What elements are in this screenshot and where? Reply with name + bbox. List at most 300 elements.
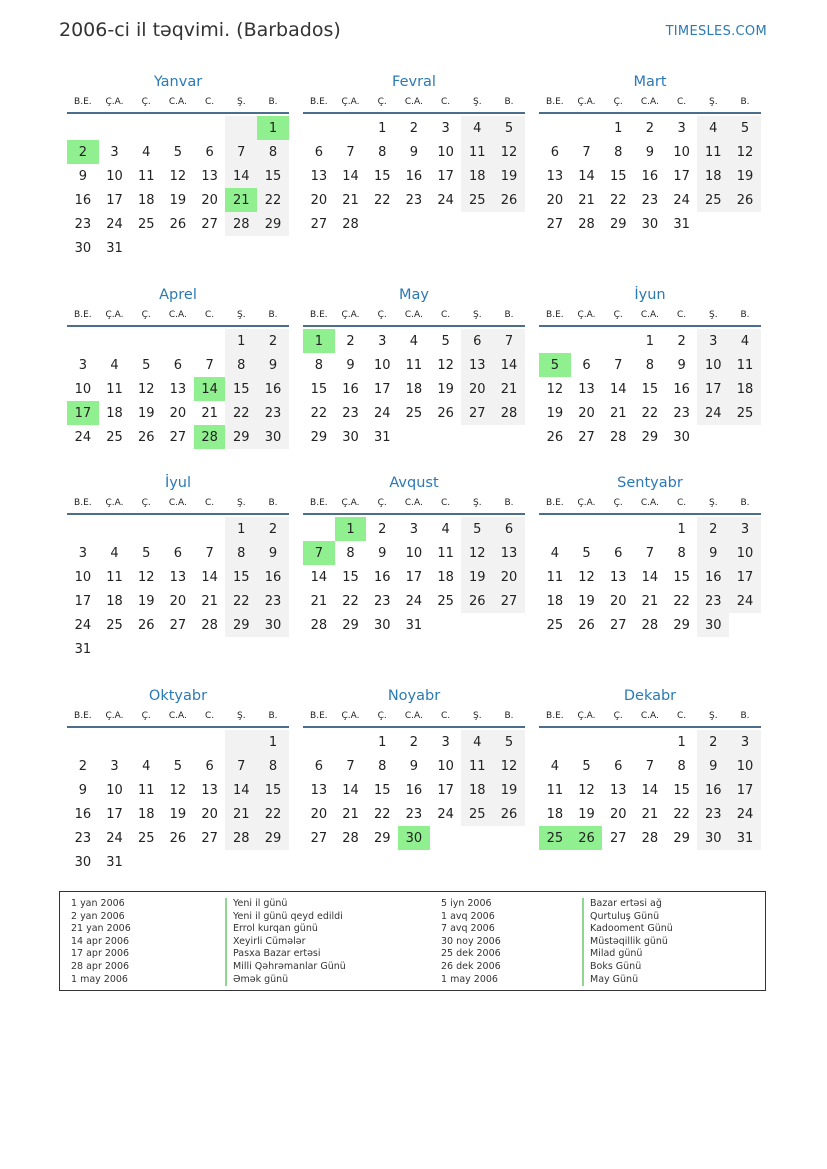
day-cell: 25 [461,188,493,212]
day-cell: 4 [142,144,151,160]
day-cell: 29 [641,429,659,445]
empty-cell [67,329,99,353]
legend-holiday-name: Bazar ertəsi ağ [582,898,673,911]
day-cell: 24 [697,401,729,425]
weekday-label: C.A. [640,97,659,107]
day-cell: 29 [225,613,257,637]
day-cell: 19 [729,164,761,188]
empty-cell [162,517,194,541]
day-cell: 8 [677,545,686,561]
day-cell: 3 [441,120,450,136]
weekday-label: Ş. [236,711,246,721]
day-cell: 31 [106,240,123,256]
day-cell: 26 [571,826,603,850]
day-cell: 21 [310,593,328,609]
legend-holiday-name: Milli Qəhrəmanlar Günü [225,961,346,974]
month-block [67,72,289,260]
day-cell: 3 [78,357,87,373]
day-cell: 4 [441,521,450,537]
day-cell: 30 [398,826,430,850]
day-cell: 15 [225,565,257,589]
weekday-label: Ç.A. [341,498,360,508]
day-cell: 26 [169,830,187,846]
day-cell: 13 [201,168,218,184]
day-cell: 7 [645,545,655,561]
day-cell: 27 [201,830,218,846]
day-cell: 23 [641,192,659,208]
day-cell: 8 [645,357,655,373]
day-cell: 23 [697,802,729,826]
day-cell: 17 [373,381,391,397]
weekday-label: Ç.A. [105,498,124,508]
weekday-label: C.A. [168,310,187,320]
legend-names-left [225,898,346,986]
day-cell: 6 [205,144,214,160]
day-cell: 6 [173,357,183,373]
day-cell: 9 [378,545,387,561]
empty-cell [303,116,335,140]
weekday-label: C.A. [168,97,187,107]
day-cell: 14 [342,782,359,798]
day-cell: 16 [673,381,690,397]
day-cell: 5 [493,116,525,140]
day-cell: 15 [641,381,659,397]
day-cell: 15 [257,778,289,802]
day-cell: 9 [697,541,729,565]
day-cell: 2 [257,329,289,353]
month-name: İyun [634,287,666,303]
weekday-header [303,493,525,515]
empty-cell [539,517,571,541]
month-name: Fevral [392,74,436,90]
day-cell: 13 [493,541,525,565]
weekday-label: Ç.A. [105,310,124,320]
empty-cell [571,730,603,754]
day-cell: 2 [645,120,655,136]
day-cell: 28 [310,617,328,633]
day-cell: 11 [461,754,493,778]
day-cell: 16 [74,192,92,208]
day-cell: 7 [645,758,655,774]
day-cell: 15 [673,782,690,798]
month-block [67,686,289,874]
weekday-label: C. [205,498,215,508]
weekday-label: C.A. [404,310,423,320]
day-cell: 9 [78,168,87,184]
day-cell: 10 [74,381,92,397]
day-cell: 12 [493,754,525,778]
day-cell: 21 [342,806,359,822]
day-grid [303,116,525,236]
weekday-label: B. [504,711,514,721]
weekday-label: Ç. [613,97,623,107]
day-cell: 7 [303,541,335,565]
day-cell: 9 [409,758,419,774]
empty-cell [67,730,99,754]
day-cell: 17 [673,168,690,184]
day-cell: 16 [405,782,423,798]
day-cell: 1 [257,730,289,754]
day-cell: 23 [257,589,289,613]
empty-cell [130,116,162,140]
day-cell: 19 [493,778,525,802]
weekday-label: B. [740,310,750,320]
day-cell: 3 [729,730,761,754]
day-cell: 29 [310,429,328,445]
day-cell: 13 [169,569,187,585]
empty-cell [634,517,666,541]
day-cell: 17 [437,782,454,798]
day-cell: 8 [378,758,387,774]
day-cell: 30 [673,429,690,445]
day-cell: 9 [257,541,289,565]
day-cell: 31 [106,854,123,870]
day-cell: 2 [78,758,87,774]
day-cell: 11 [546,782,564,798]
weekday-label: B.E. [74,97,92,107]
weekday-label: B.E. [74,310,92,320]
weekday-label: Ç. [141,310,151,320]
weekday-label: Ç. [613,711,623,721]
weekday-label: C. [205,711,215,721]
day-cell: 18 [546,593,564,609]
day-cell: 22 [342,593,359,609]
day-cell: 1 [677,734,686,750]
day-cell: 20 [546,192,564,208]
day-cell: 5 [173,758,183,774]
weekday-label: Ş. [236,498,246,508]
day-cell: 26 [437,405,454,421]
day-cell: 9 [697,754,729,778]
day-cell: 16 [74,806,92,822]
day-cell: 1 [225,517,257,541]
day-cell: 23 [342,405,359,421]
day-cell: 7 [225,140,257,164]
weekday-label: Ç. [377,310,387,320]
empty-cell [335,730,367,754]
empty-cell [130,517,162,541]
day-cell: 12 [437,357,454,373]
day-cell: 18 [137,806,155,822]
legend-date: 25 dek 2006 [441,948,501,960]
day-cell: 7 [225,754,257,778]
day-cell: 27 [609,617,627,633]
weekday-header [67,493,289,515]
day-cell: 30 [74,240,92,256]
day-cell: 19 [461,565,493,589]
weekday-label: C.A. [404,711,423,721]
day-cell: 25 [546,617,564,633]
day-cell: 25 [697,188,729,212]
day-cell: 3 [441,734,450,750]
day-cell: 6 [614,758,623,774]
weekday-label: Ş. [708,310,718,320]
day-cell: 25 [137,830,155,846]
month-block [303,72,525,236]
day-cell: 9 [346,357,355,373]
day-cell: 12 [493,140,525,164]
day-cell: 7 [346,758,355,774]
empty-cell [225,730,257,754]
day-cell: 30 [342,429,359,445]
empty-cell [99,329,131,353]
day-cell: 7 [614,357,623,373]
day-cell: 20 [169,405,187,421]
day-cell: 12 [578,569,595,585]
day-cell: 21 [641,593,659,609]
day-cell: 24 [437,806,454,822]
day-cell: 26 [578,617,595,633]
legend-date: 21 yan 2006 [71,923,131,935]
day-cell: 28 [641,617,659,633]
day-cell: 23 [74,830,92,846]
weekday-label: C. [205,97,215,107]
day-cell: 25 [106,617,123,633]
day-cell: 22 [225,589,257,613]
day-cell: 8 [378,144,387,160]
day-cell: 22 [673,806,690,822]
empty-cell [99,116,131,140]
day-cell: 2 [378,521,387,537]
weekday-label: Ç.A. [341,711,360,721]
holiday-legend [59,891,766,991]
weekday-header [539,706,761,728]
month-name: Oktyabr [148,688,208,704]
day-cell: 2 [257,517,289,541]
day-cell: 25 [437,593,454,609]
day-cell: 29 [257,826,289,850]
day-cell: 5 [461,517,493,541]
day-cell: 14 [225,778,257,802]
day-cell: 27 [169,617,187,633]
day-cell: 6 [614,545,623,561]
day-cell: 22 [257,188,289,212]
weekday-label: B.E. [310,498,328,508]
day-cell: 14 [641,569,659,585]
day-cell: 24 [106,216,123,232]
day-cell: 15 [373,168,391,184]
day-cell: 13 [310,782,328,798]
day-grid [303,517,525,637]
legend-dates-right [441,898,501,986]
day-cell: 4 [550,758,559,774]
legend-date: 30 noy 2006 [441,935,501,947]
legend-holiday-name: Errol kurqan günü [225,923,346,936]
day-cell: 16 [405,168,423,184]
day-cell: 17 [729,778,761,802]
day-cell: 27 [493,589,525,613]
day-cell: 15 [342,569,359,585]
day-cell: 28 [201,617,218,633]
day-cell: 26 [493,802,525,826]
day-cell: 3 [677,120,686,136]
day-cell: 7 [582,144,591,160]
day-cell: 10 [106,782,123,798]
day-cell: 13 [578,381,595,397]
legend-holiday-name: Müstəqillik günü [582,936,673,949]
weekday-label: C. [677,310,687,320]
day-cell: 2 [409,120,419,136]
day-cell: 5 [729,116,761,140]
day-cell: 15 [673,569,690,585]
day-cell: 18 [461,778,493,802]
day-cell: 12 [169,782,187,798]
day-cell: 28 [225,212,257,236]
empty-cell [634,730,666,754]
day-cell: 19 [578,806,595,822]
month-block [67,473,289,661]
day-cell: 14 [578,168,595,184]
day-cell: 17 [106,192,123,208]
empty-cell [571,116,603,140]
day-cell: 17 [437,168,454,184]
day-cell: 27 [609,830,627,846]
day-cell: 17 [74,593,92,609]
day-cell: 11 [437,545,454,561]
day-grid [539,517,761,637]
empty-cell [194,116,226,140]
day-cell: 4 [142,758,151,774]
day-cell: 22 [641,405,659,421]
weekday-label: Ç.A. [341,97,360,107]
weekday-label: B. [740,711,750,721]
day-cell: 12 [461,541,493,565]
day-cell: 23 [697,589,729,613]
weekday-label: Ç. [141,97,151,107]
legend-holiday-name: Boks Günü [582,961,673,974]
day-cell: 29 [673,617,690,633]
day-cell: 24 [74,429,92,445]
legend-holiday-name: Qurtuluş Günü [582,911,673,924]
legend-date: 28 apr 2006 [71,960,130,972]
empty-cell [303,730,335,754]
day-cell: 14 [310,569,328,585]
day-cell: 5 [582,758,591,774]
day-cell: 29 [673,830,690,846]
day-cell: 9 [257,353,289,377]
day-cell: 30 [257,613,289,637]
weekday-label: Ç. [613,498,623,508]
day-cell: 28 [578,216,595,232]
day-cell: 21 [578,192,595,208]
month-block [539,686,761,850]
day-grid [303,730,525,850]
day-cell: 9 [409,144,419,160]
weekday-label: B.E. [310,711,328,721]
day-cell: 7 [205,357,214,373]
day-grid [539,329,761,449]
day-cell: 11 [137,168,155,184]
day-cell: 12 [578,782,595,798]
weekday-header [303,92,525,114]
day-cell: 6 [205,758,214,774]
weekday-label: C.A. [168,711,187,721]
day-cell: 10 [74,569,92,585]
day-cell: 13 [609,569,627,585]
day-cell: 4 [409,333,419,349]
day-cell: 28 [342,216,359,232]
weekday-label: B. [740,97,750,107]
day-cell: 25 [539,826,571,850]
day-cell: 24 [373,405,391,421]
day-cell: 23 [373,593,391,609]
day-cell: 3 [378,333,387,349]
weekday-label: Ç. [141,498,151,508]
day-cell: 4 [461,730,493,754]
day-cell: 6 [493,517,525,541]
empty-cell [539,730,571,754]
day-cell: 19 [169,806,187,822]
day-cell: 7 [205,545,214,561]
weekday-label: B. [504,498,514,508]
day-cell: 4 [729,329,761,353]
day-cell: 8 [614,144,623,160]
month-name: May [399,287,429,303]
legend-date: 1 may 2006 [71,973,128,985]
legend-dates-left [71,898,131,986]
weekday-label: Ş. [236,310,246,320]
weekday-label: B.E. [546,498,564,508]
day-cell: 21 [342,192,359,208]
weekday-label: Ç.A. [577,97,596,107]
day-cell: 16 [342,381,359,397]
month-name: Sentyabr [617,475,683,491]
day-cell: 29 [342,617,359,633]
day-cell: 9 [677,357,686,373]
empty-cell [602,730,634,754]
day-cell: 18 [106,593,123,609]
day-cell: 19 [137,405,155,421]
day-cell: 5 [173,144,183,160]
day-cell: 21 [493,377,525,401]
weekday-label: C.A. [404,498,423,508]
day-cell: 29 [609,216,627,232]
weekday-header [539,305,761,327]
empty-cell [303,517,335,541]
day-cell: 19 [137,593,155,609]
day-cell: 8 [225,541,257,565]
day-cell: 15 [373,782,391,798]
day-cell: 11 [697,140,729,164]
weekday-label: Ç. [377,97,387,107]
legend-date: 1 avq 2006 [441,910,495,922]
weekday-header [67,706,289,728]
day-cell: 18 [137,192,155,208]
brand-logo[interactable]: TIMESLES.COM [665,24,767,39]
day-cell: 25 [729,401,761,425]
month-block [303,473,525,637]
weekday-label: B.E. [310,97,328,107]
day-cell: 11 [137,782,155,798]
day-cell: 11 [106,381,123,397]
weekday-label: Ç.A. [577,310,596,320]
weekday-label: Ş. [472,711,482,721]
day-cell: 19 [493,164,525,188]
day-cell: 31 [405,617,423,633]
day-cell: 1 [378,120,387,136]
day-cell: 1 [677,521,686,537]
day-cell: 23 [673,405,690,421]
weekday-label: C. [677,97,687,107]
day-cell: 18 [546,806,564,822]
day-cell: 10 [405,545,423,561]
day-cell: 13 [169,381,187,397]
day-cell: 22 [673,593,690,609]
day-cell: 29 [373,830,391,846]
day-cell: 12 [137,569,155,585]
day-cell: 26 [137,617,155,633]
empty-cell [602,329,634,353]
